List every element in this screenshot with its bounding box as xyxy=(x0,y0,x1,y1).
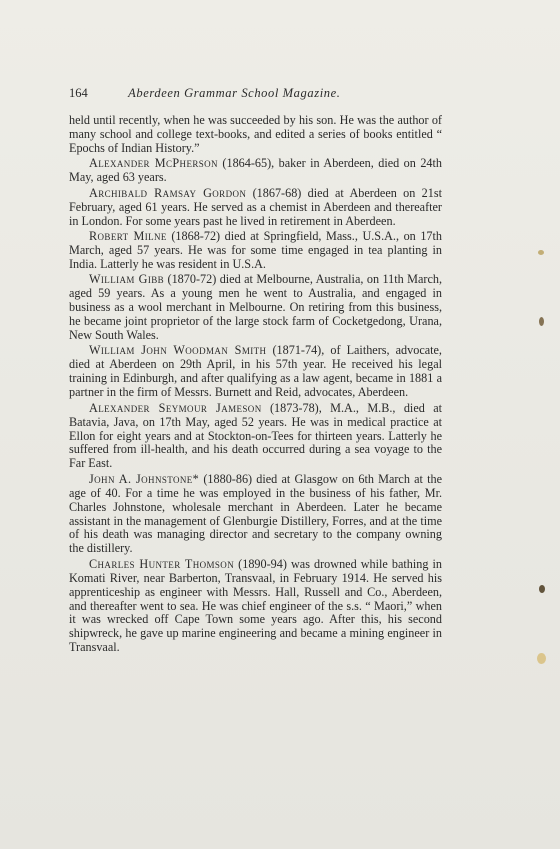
person-name: Archibald Ramsay Gordon xyxy=(89,185,247,200)
obituary-text: (1871-74), of Laithers, advocate, died at Aberdeen on 29th April, in his 57th year. He received his legal training in Edinburgh, and after qualifying as a law agent, became in 1881 a partner in the firm of Messrs. Burnett and Reid, advocates, Aberdeen. xyxy=(69,343,442,400)
running-title: Aberdeen Grammar School Magazine. xyxy=(128,86,341,100)
obituary-paragraph xyxy=(69,273,442,343)
person-name: Alexander Seymour Jameson xyxy=(89,400,262,415)
person-name: John A. Johnstone* xyxy=(89,471,200,486)
obituary-text: (1870-72) died at Melbourne, Australia, on 11th March, aged 59 years. As a young men he went to Australia, and engaged in business as a wool merchant in Melbourne. On retiring from this business, he became joint proprietor of the large stock farm of Cocketgedong, Urana, New South Wales. xyxy=(69,272,443,342)
obituary-paragraph xyxy=(69,344,442,400)
person-name: Robert Milne xyxy=(89,229,167,244)
paper-speck xyxy=(537,653,546,664)
obituary-paragraph xyxy=(69,402,442,472)
obituary-text: (1867-68) died at Aberdeen on 21st February, aged 61 years. He served as a chemist in Aberdeen and thereafter in London. For some years past he lived in retirement in Aberdeen. xyxy=(69,185,442,228)
obituary-text: (1890-94) was drowned while bathing in Komati River, near Barberton, Transvaal, in February 1914. He served his apprenticeship as engineer with Messrs. Hall, Russell and Co., Aberdeen, and thereafter went to sea. He was chief engineer of the s.s. “ Maori,” when it was wrecked off Cape Town some years ago. After this, his second shipwreck, he gave up marine engineering and became a mining engineer in Transvaal. xyxy=(69,556,442,655)
paper-speck xyxy=(538,250,544,255)
obituary-paragraph xyxy=(69,230,442,272)
obituary-paragraph xyxy=(69,558,442,655)
paper-speck xyxy=(539,585,545,593)
obituary-paragraph xyxy=(69,473,442,556)
obituary-text: (1864-65), baker in Aberdeen, died on 24th May, aged 63 years. xyxy=(69,156,442,185)
obituary-paragraph xyxy=(69,114,442,156)
person-name: Charles Hunter Thomson xyxy=(89,556,235,571)
obituary-text: (1880-86) died at Glasgow on 6th March at the age of 40. For a time he was employed in the business of his father, Mr. Charles Johnstone, wholesale merchant in Aberdeen. Later he became assistant in the management of Glenburgie Distillery, Forres, and at the time of his death was managing director and secretary to the company owning the distillery. xyxy=(69,471,442,556)
obituary-text: (1868-72) died at Springfield, Mass., U.S.A., on 17th March, aged 57 years. He was for some time engaged in tea planting in India. Latterly he was resident in U.S.A. xyxy=(69,229,443,271)
obituary-paragraph xyxy=(69,187,442,229)
obituary-text: held until recently, when he was succeeded by his son. He was the author of many school and college text-books, and edited a series of books entitled “ Epochs of Indian History.” xyxy=(69,113,442,155)
page-number: 164 xyxy=(69,86,88,100)
person-name: William Gibb xyxy=(89,272,165,287)
page-header xyxy=(69,84,449,102)
obituary-text: (1873-78), M.A., M.B., died at Batavia, Java, on 17th May, aged 52 years. He was in medical practice at Ellon for eight years and at Stockton-on-Tees for thirteen years. Latterly he suffered from ill-health, and his death occurred during a sea voyage to the Far East. xyxy=(69,400,442,471)
obituary-paragraph xyxy=(69,157,442,185)
obituary-column xyxy=(69,114,442,657)
paper-speck xyxy=(539,317,544,326)
person-name: Alexander McPherson xyxy=(89,156,218,171)
person-name: William John Woodman Smith xyxy=(89,343,267,358)
